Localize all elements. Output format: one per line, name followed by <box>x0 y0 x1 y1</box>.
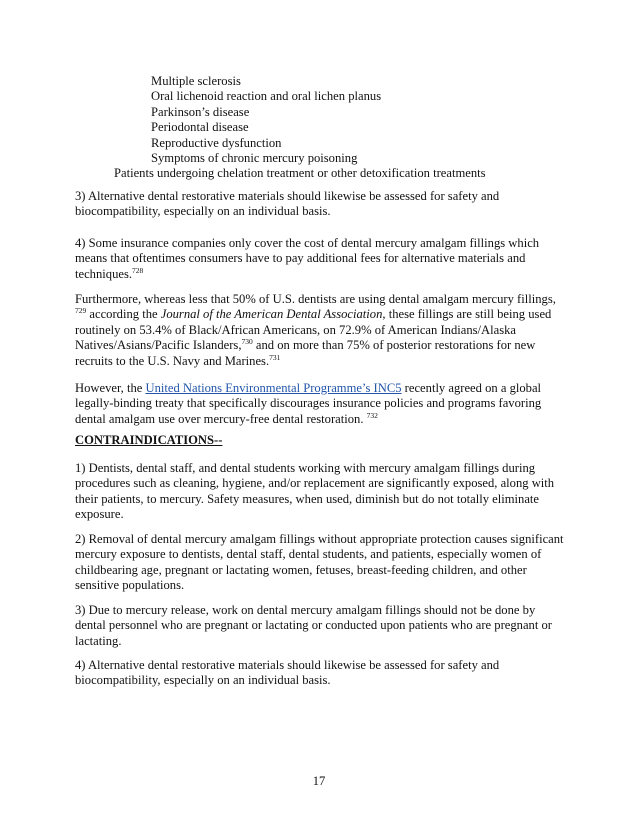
text-segment: techniques. <box>75 266 133 281</box>
paragraph-however <box>75 381 575 427</box>
footnote-728[interactable]: 728 <box>132 265 144 275</box>
list-item: Reproductive dysfunction <box>151 135 282 150</box>
text-line: 1) Dentists, dental staff, and dental students working with mercury amalgam fillings during <box>75 461 536 475</box>
text-line: routinely on 53.4% of Black/African Americans, on 72.9% of American Indians/Alaska <box>75 322 517 337</box>
text-line: 2) Removal of dental mercury amalgam fillings without appropriate protection causes significant <box>75 532 564 546</box>
text-line: 4) Some insurance companies only cover the cost of dental mercury amalgam fillings which <box>75 236 540 250</box>
text-line: 3) Due to mercury release, work on dental mercury amalgam fillings should not be done by <box>75 603 536 617</box>
text-line: procedures such as cleaning, hygiene, and/or replacement are significantly exposed, along with <box>75 476 555 491</box>
paragraph-contra-4 <box>75 658 575 689</box>
list-item: Oral lichenoid reaction and oral lichen planus <box>151 89 382 104</box>
text-line: means that oftentimes consumers have to pay additional fees for alternative materials and <box>75 251 526 266</box>
paragraph-insurance <box>75 236 575 282</box>
paragraph-contra-3 <box>75 603 575 649</box>
text-segment: these fillings are still being used <box>385 307 552 322</box>
text-line <box>75 267 575 282</box>
text-segment: and on more than 75% of posterior restorations for new <box>252 338 536 353</box>
text-line: biocompatibility, especially on an individual basis. <box>75 673 331 688</box>
text-line: sensitive populations. <box>75 578 185 593</box>
text-line: biocompatibility, especially on an individual basis. <box>75 204 331 219</box>
text-line: exposure. <box>75 507 124 522</box>
text-segment: However, the <box>75 381 146 395</box>
text-line: 4) Alternative dental restorative materials should likewise be assessed for safety and <box>75 658 500 672</box>
paragraph-furthermore <box>75 292 575 369</box>
text-line: mercury exposure to dentists, dental staff, dental students, and patients, especially women of <box>75 547 542 562</box>
text-line <box>75 338 575 353</box>
page-number: 17 <box>312 774 326 788</box>
text-line: dental personnel who are pregnant or lactating or conducted upon patients who are pregnant or <box>75 618 552 633</box>
text-segment: recently agreed on a global <box>401 381 542 395</box>
unep-inc5-link[interactable]: United Nations Environmental Programme’s INC5 <box>145 381 402 395</box>
list-item: Periodontal disease <box>151 120 249 135</box>
text-line: lactating. <box>75 633 122 648</box>
text-segment: according the <box>86 307 161 322</box>
paragraph-contra-1 <box>75 461 575 523</box>
text-line: Furthermore, whereas less that 50% of U.S. dentists are using dental amalgam mercury fillings, <box>75 292 556 306</box>
conditions-list <box>151 74 381 166</box>
journal-title: Journal of the American Dental Association, <box>160 307 386 322</box>
text-line <box>75 412 575 427</box>
text-line: 3) Alternative dental restorative materials should likewise be assessed for safety and <box>75 189 500 203</box>
section-heading-contraindications: CONTRAINDICATIONS-- <box>75 433 223 447</box>
footnote-731[interactable]: 731 <box>269 352 281 362</box>
list-item: Parkinson’s disease <box>151 104 250 119</box>
text-line <box>75 381 575 396</box>
text-line: their patients, to mercury. Safety measures, when used, diminish but do not totally eliminate <box>75 491 540 506</box>
text-line: legally-binding treaty that specifically discourages insurance policies and programs favoring <box>75 396 542 411</box>
list-item: Symptoms of chronic mercury poisoning <box>151 151 358 166</box>
paragraph-contra-2 <box>75 532 575 594</box>
text-segment: dental amalgam use over mercury-free dental restoration. <box>75 411 367 426</box>
text-segment: recruits to the U.S. Navy and Marines. <box>75 353 270 368</box>
paragraph-alternative-materials <box>75 189 575 220</box>
text-line <box>75 307 575 322</box>
chelation-list-item: Patients undergoing chelation treatment or other detoxification treatments <box>114 166 486 180</box>
list-item: Multiple sclerosis <box>151 74 241 88</box>
text-line: childbearing age, pregnant or lactating women, fetuses, breast-feeding children, and other <box>75 562 527 577</box>
footnote-729[interactable]: 729 <box>75 306 87 316</box>
footnote-732[interactable]: 732 <box>366 410 378 420</box>
footnote-730[interactable]: 730 <box>241 337 253 347</box>
text-line <box>75 354 575 369</box>
text-segment: Natives/Asians/Pacific Islanders, <box>75 338 242 353</box>
